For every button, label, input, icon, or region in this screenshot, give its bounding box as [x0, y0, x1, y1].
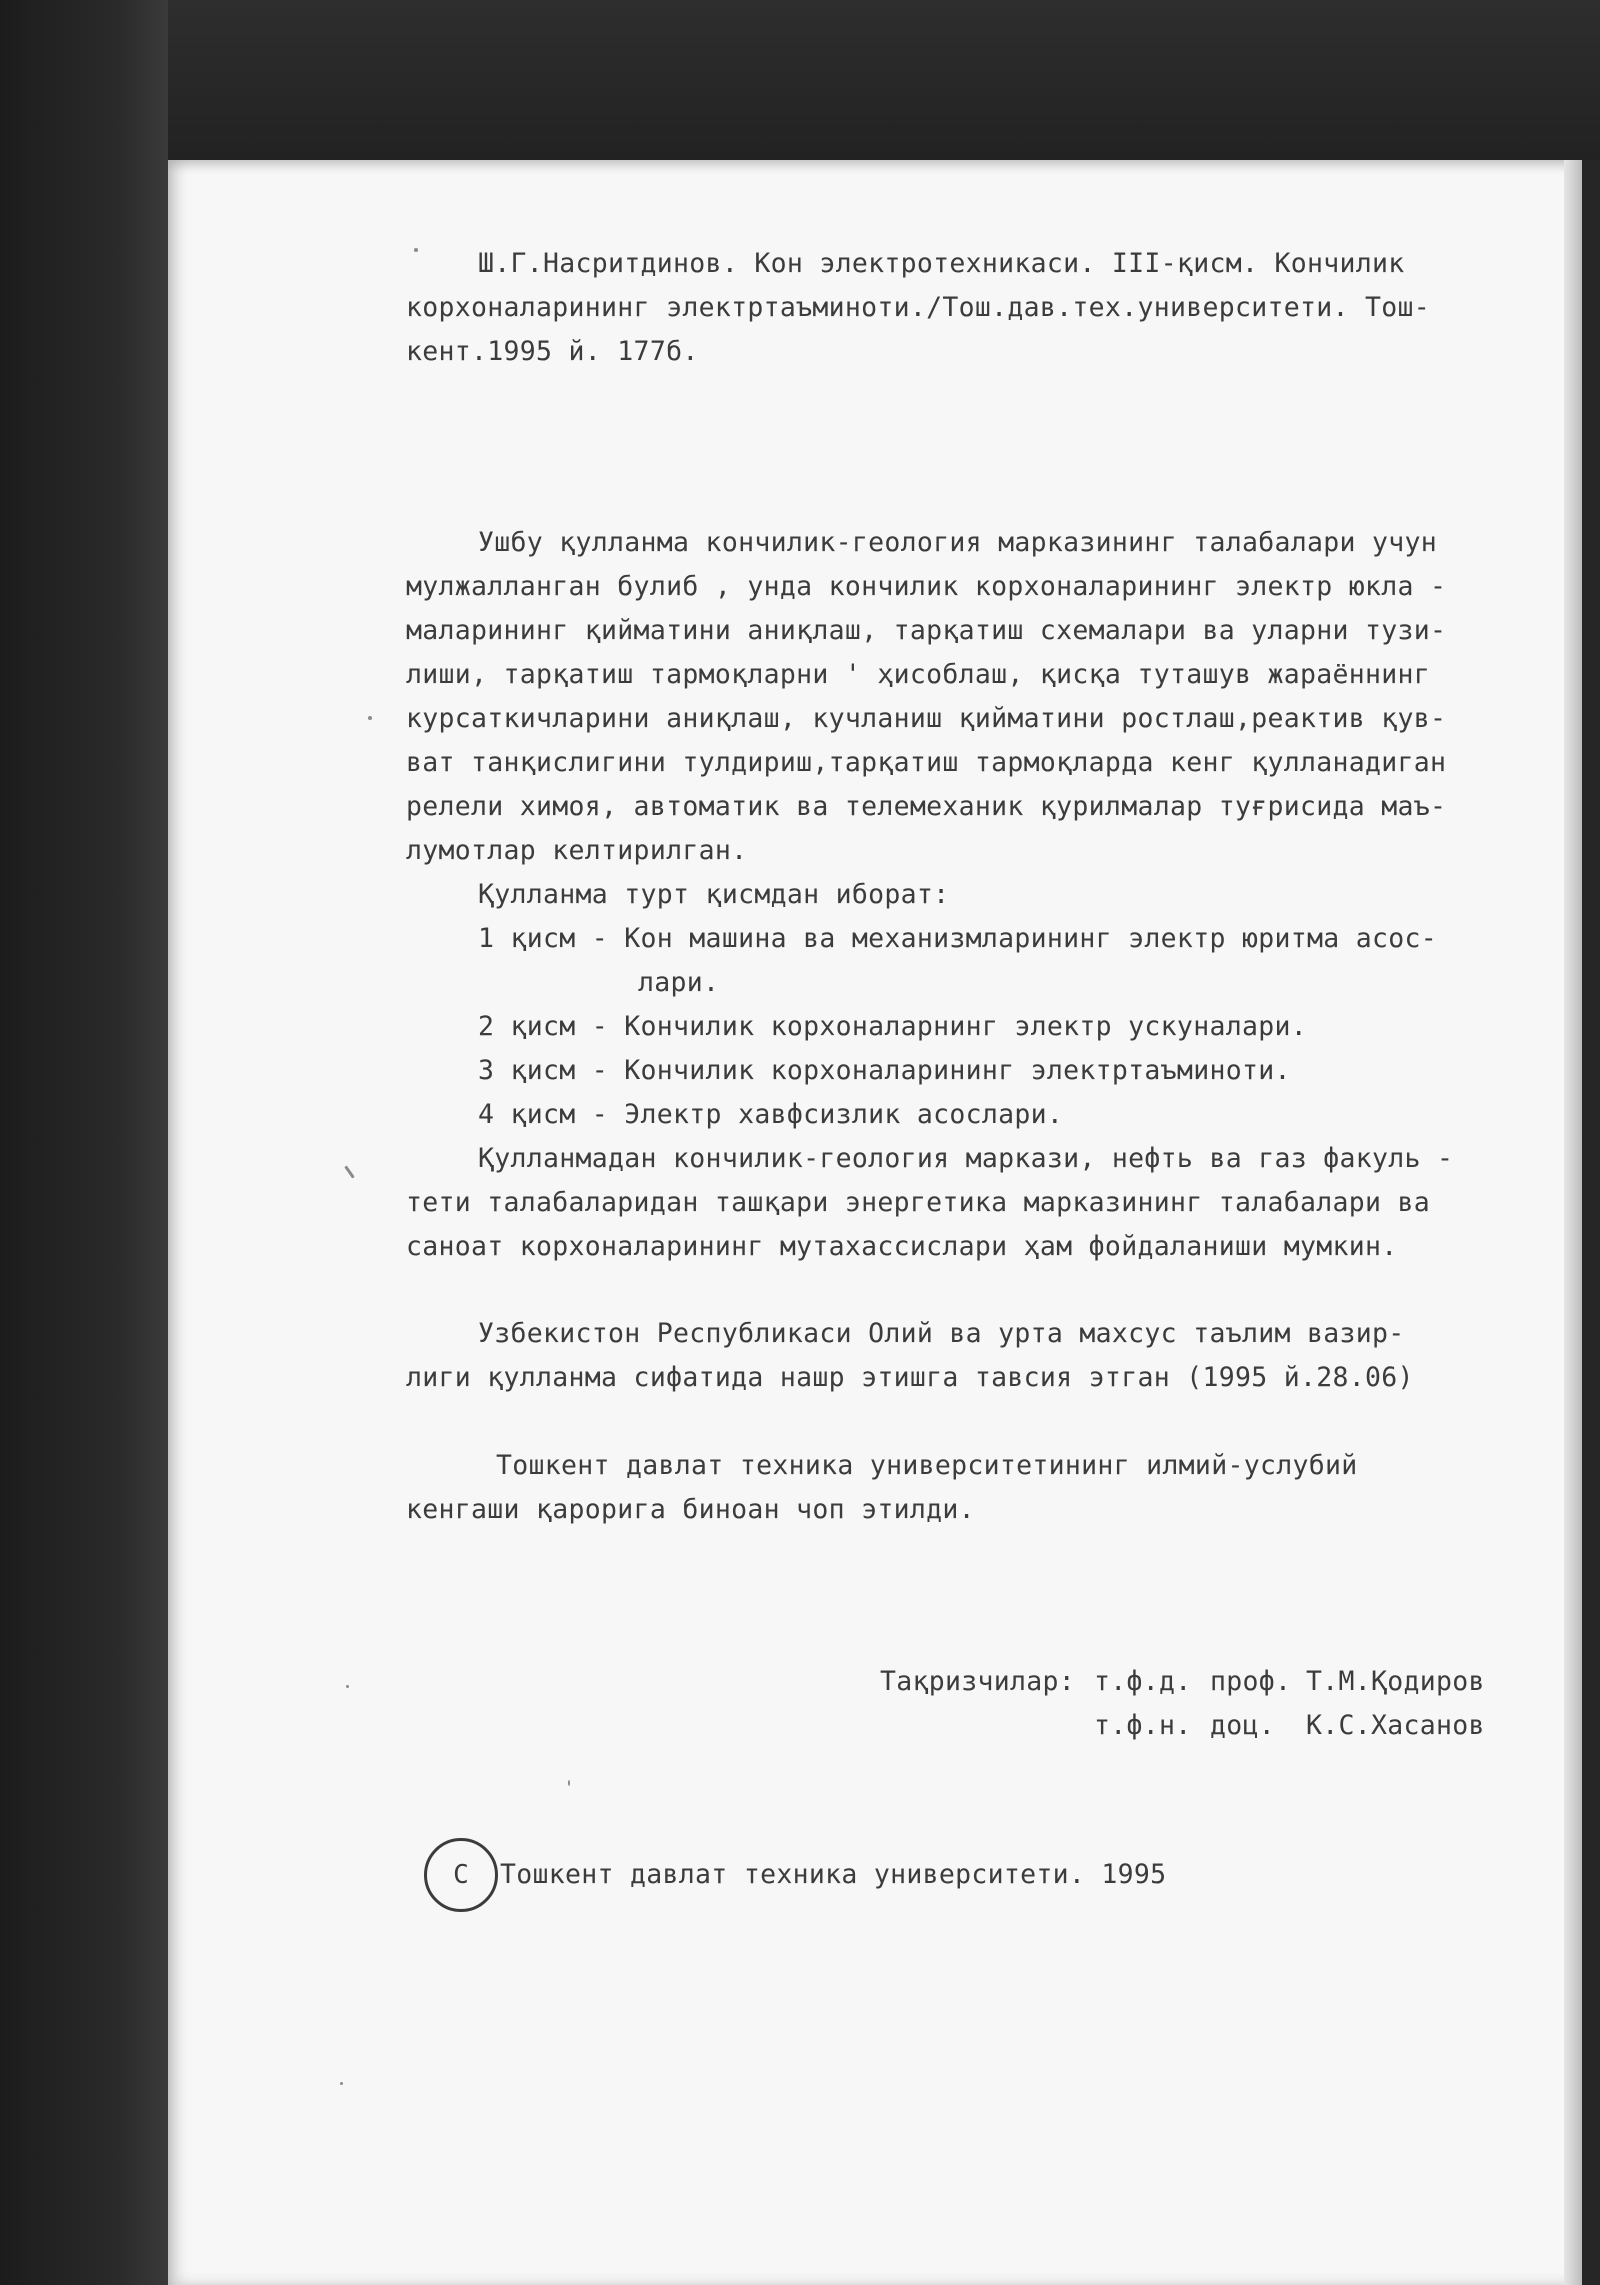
- reviewer-2-title: доц.: [1210, 1710, 1276, 1741]
- part-1-line-1: 1 қисм - Кон машина ва механизмларининг электр юритма асос-: [478, 923, 1438, 954]
- usage-line-1: Қулланмадан кончилик-геология маркази, нефть ва газ факуль -: [478, 1143, 1454, 1174]
- part-3: 3 қисм - Кончилик корхоналарининг электртаъминоти.: [478, 1055, 1291, 1086]
- annotation-line-4: лиши, тарқатиш тармоқларни ' ҳисоблаш, қисқа туташув жараённинг: [406, 659, 1431, 690]
- scan-speck: [340, 2082, 343, 2085]
- bibliographic-line-2: корхоналарининг электртаъминоти./Тош.дав.тех.университети. Тош-: [406, 292, 1431, 323]
- annotation-line-7: релели химоя, автоматик ва телемеханик қурилмалар туғрисида маъ-: [406, 791, 1447, 822]
- parts-list: [406, 873, 1438, 1173]
- scan-speck: [344, 1165, 354, 1178]
- scan-speck: [568, 1780, 570, 1786]
- reviewer-1-degree: т.ф.д.: [1094, 1666, 1192, 1697]
- reviewer-1-name: Т.М.Қодиров: [1306, 1666, 1485, 1697]
- part-1-line-2: лари.: [638, 967, 720, 998]
- part-2: 2 қисм - Кончилик корхоналарнинг электр ускуналари.: [478, 1011, 1307, 1042]
- reviewers-block: [880, 1660, 1485, 1750]
- scan-speck: [368, 716, 372, 720]
- annotation-paragraph: [406, 521, 1447, 881]
- annotation-line-6: ват танқислигини тулдириш,тарқатиш тармоқларда кенг қулланадиган: [406, 747, 1447, 778]
- annotation-line-8: лумотлар келтирилган.: [406, 835, 748, 866]
- council-line-2: кенгаши қарорига биноан чоп этилди.: [406, 1494, 975, 1525]
- parts-intro: Қулланма турт қисмдан иборат:: [478, 879, 950, 910]
- reviewer-2-degree: т.ф.н.: [1094, 1710, 1192, 1741]
- scan-background-left: [0, 0, 168, 2285]
- annotation-line-3: маларининг қийматини аниқлаш, тарқатиш схемалари ва уларни тузи-: [406, 615, 1447, 646]
- reviewers-label: Тақризчилар:: [880, 1666, 1076, 1697]
- copyright-symbol: C: [424, 1838, 498, 1912]
- copyright-line: [424, 1838, 1224, 1918]
- page-edge-shadow: [1564, 160, 1582, 2285]
- annotation-line-2: мулжалланган булиб , унда кончилик корхоналарининг электр юкла -: [406, 571, 1447, 602]
- scan-background-top: [0, 0, 1600, 160]
- annotation-line-5: курсаткичларини аниқлаш, кучланиш қийматини ростлаш,реактив қув-: [406, 703, 1447, 734]
- usage-paragraph: [406, 1137, 1454, 1277]
- usage-line-2: тети талабаларидан ташқари энергетика марказининг талабалари ва: [406, 1187, 1431, 1218]
- usage-line-3: саноат корхоналарининг мутахассислари ҳам фойдаланиши мумкин.: [406, 1231, 1398, 1262]
- document-page: [168, 160, 1582, 2285]
- bibliographic-line-3: кент.1995 й. 177б.: [406, 336, 699, 367]
- annotation-line-1: Ушбу қулланма кончилик-геология марказининг талабалари учун: [478, 527, 1438, 558]
- ministry-recommendation: [406, 1312, 1414, 1402]
- ministry-line-1: Узбекистон Республикаси Олий ва урта махсус таълим вазир-: [478, 1318, 1405, 1349]
- scan-speck: [346, 1685, 349, 1688]
- reviewer-1-title: проф.: [1210, 1666, 1292, 1697]
- ministry-line-2: лиги қулланма сифатида нашр этишга тавсия этган (1995 й.28.06): [406, 1362, 1414, 1393]
- copyright-text: Тошкент давлат техника университети. 1995: [500, 1859, 1167, 1890]
- bibliographic-line-1: Ш.Г.Насритдинов. Кон электротехникаси. III-қисм. Кончилик: [478, 248, 1405, 279]
- bibliographic-block: [406, 242, 1431, 382]
- council-line-1: Тошкент давлат техника университетининг илмий-услубий: [496, 1450, 1358, 1481]
- part-4: 4 қисм - Электр хавфсизлик асослари.: [478, 1099, 1064, 1130]
- council-decision: [406, 1444, 1376, 1534]
- reviewer-2-name: К.С.Хасанов: [1306, 1710, 1485, 1741]
